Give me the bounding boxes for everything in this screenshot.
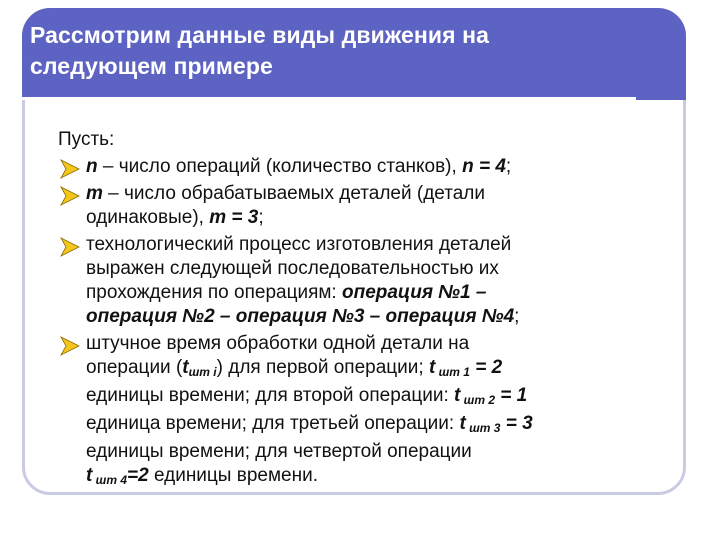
bullet-line <box>86 257 670 281</box>
arrow-bullet-icon <box>58 184 82 208</box>
slide-title <box>30 20 686 82</box>
text-run: = 1 <box>495 385 528 406</box>
text-run: t <box>428 357 436 378</box>
bullet-line <box>86 182 670 206</box>
slide-content <box>58 128 670 495</box>
bullet-item <box>58 233 670 329</box>
bullet-item <box>58 182 670 230</box>
subscript-text: шт 2 <box>460 393 496 407</box>
title-line-2: следующем примере <box>30 53 273 79</box>
text-run: единицы времени; для второй операции: <box>86 385 455 406</box>
bullet-item <box>58 332 670 492</box>
text-run: =2 <box>127 465 149 486</box>
text-run: единица времени; для третьей операции: <box>86 413 460 434</box>
text-run: m <box>86 183 103 204</box>
subscript-text: шт 3 <box>465 421 501 435</box>
text-run: единицы времени. <box>148 465 318 486</box>
text-run: = 3 <box>500 413 533 434</box>
bullet-line <box>86 305 670 329</box>
subscript-text: шт 1 <box>435 365 470 379</box>
text-run: t <box>182 357 189 378</box>
text-run: единицы времени; для четвертой операции <box>86 441 472 462</box>
bullet-line <box>86 440 670 464</box>
text-run: одинаковые), <box>86 207 210 228</box>
text-run: n <box>86 156 98 177</box>
title-bar <box>22 8 686 100</box>
text-run: t <box>459 413 466 434</box>
text-run: операции ( <box>86 357 183 378</box>
text-run: штучное время обработки одной детали на <box>86 333 470 354</box>
bullet-list <box>58 155 670 492</box>
text-run: t <box>86 465 93 486</box>
text-run: ) для первой операции; <box>216 357 429 378</box>
text-run: прохождения по операциям: <box>86 282 342 303</box>
text-run: – число обрабатываемых деталей (детали <box>102 183 485 204</box>
text-run: = 2 <box>469 357 503 378</box>
bullet-line <box>86 281 670 305</box>
bullet-line <box>86 356 670 384</box>
arrow-bullet-icon <box>58 235 82 259</box>
text-run: выражен следующей последовательностью их <box>86 258 499 279</box>
title-line-1: Рассмотрим данные виды движения на <box>30 22 489 48</box>
bullet-item <box>58 155 670 179</box>
bullet-line <box>86 206 670 230</box>
bullet-line <box>86 155 670 179</box>
text-run: операция №1 – <box>341 282 487 303</box>
text-run: ; <box>258 207 264 228</box>
text-run: – число операций (количество станков), <box>97 156 463 177</box>
bullet-line <box>86 384 670 412</box>
arrow-bullet-icon <box>58 157 82 181</box>
text-run: t <box>454 385 461 406</box>
subscript-text: шт i <box>188 365 217 379</box>
text-run: технологический процесс изготовления деталей <box>86 234 512 255</box>
bullet-line <box>86 412 670 440</box>
text-run: n = 4 <box>462 156 506 177</box>
bullet-line <box>86 233 670 257</box>
text-run: ; <box>514 306 520 327</box>
intro-text: Пусть: <box>58 129 115 150</box>
subscript-text: шт 4 <box>92 473 128 487</box>
text-run: m = 3 <box>209 207 259 228</box>
bullet-line <box>86 464 670 492</box>
text-run: ; <box>505 156 512 177</box>
title-divider <box>22 97 636 100</box>
arrow-bullet-icon <box>58 334 82 358</box>
text-run: операция №2 – операция №3 – операция №4 <box>86 306 515 327</box>
bullet-line <box>86 332 670 356</box>
